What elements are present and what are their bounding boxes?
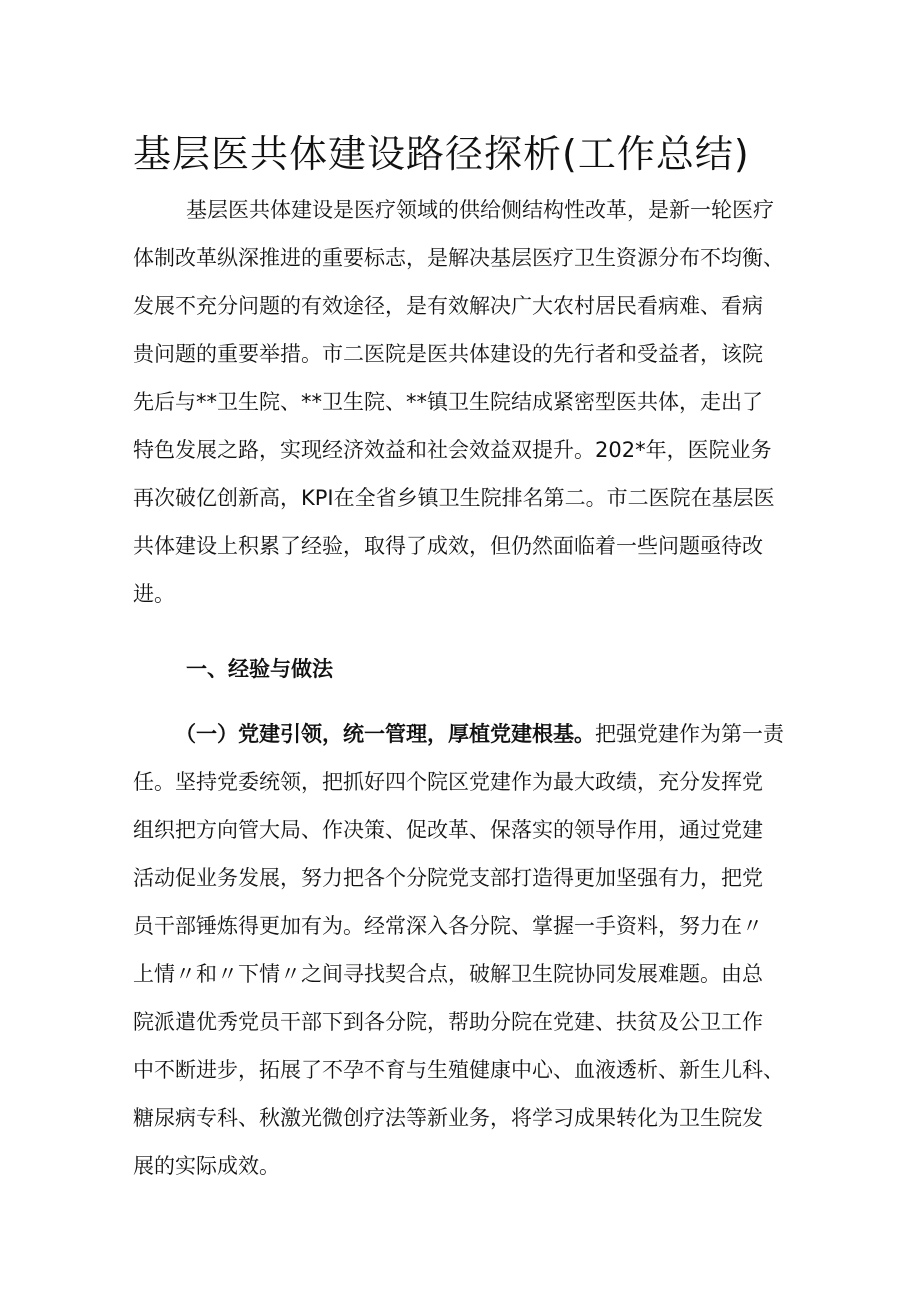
subsection-line: 中不断进步，拓展了不孕不育与生殖健康中心、血液透析、新生儿科、 [133, 1058, 784, 1082]
subsection-line: 组织把方向管大局、作决策、促改革、保落实的领导作用，通过党建 [133, 818, 763, 842]
subsection-first-line [175, 719, 855, 749]
intro-line: 进。 [133, 582, 175, 606]
subsection-line: 院派遣优秀党员干部下到各分院，帮助分院在党建、扶贫及公卫工作 [133, 1010, 763, 1034]
intro-line: 特色发展之路，实现经济效益和社会效益双提升。202*年，医院业务 [133, 438, 772, 462]
section-heading: 一、经验与做法 [186, 657, 333, 681]
intro-line: 体制改革纵深推进的重要标志，是解决基层医疗卫生资源分布不均衡、 [133, 246, 784, 270]
subsection-line: 员干部锤炼得更加有为。经常深入各分院、掌握一手资料，努力在〃 [133, 914, 763, 938]
intro-line: 再次破亿创新高，KPI在全省乡镇卫生院排名第二。市二医院在基层医 [133, 486, 775, 510]
subsection-line: 上情〃和〃下情〃之间寻找契合点，破解卫生院协同发展难题。由总 [133, 962, 763, 986]
intro-line: 发展不充分问题的有效途径，是有效解决广大农村居民看病难、看病 [133, 294, 763, 318]
subsection-line: 任。坚持党委统领，把抓好四个院区党建作为最大政绩，充分发挥党 [133, 770, 763, 794]
subsection-first-line-rest: 把强党建作为第一责 [595, 722, 784, 746]
subsection-line: 糖尿病专科、秋激光微创疗法等新业务，将学习成果转化为卫生院发 [133, 1106, 763, 1130]
intro-line: 先后与**卫生院、**卫生院、**镇卫生院结成紧密型医共体，走出了 [133, 390, 763, 414]
intro-line: 共体建设上积累了经验，取得了成效，但仍然面临着一些问题亟待改 [133, 534, 763, 558]
subsection-heading: （一）党建引领，统一管理，厚植党建根基。 [175, 722, 595, 746]
intro-line: 贵问题的重要举措。市二医院是医共体建设的先行者和受益者，该院 [133, 342, 763, 366]
subsection-line: 展的实际成效。 [133, 1154, 280, 1178]
intro-line: 基层医共体建设是医疗领域的供给侧结构性改革，是新一轮医疗 [186, 198, 774, 222]
subsection-line: 活动促业务发展，努力把各个分院党支部打造得更加坚强有力，把党 [133, 866, 763, 890]
document-title: 基层医共体建设路径探析(工作总结) [133, 132, 750, 176]
